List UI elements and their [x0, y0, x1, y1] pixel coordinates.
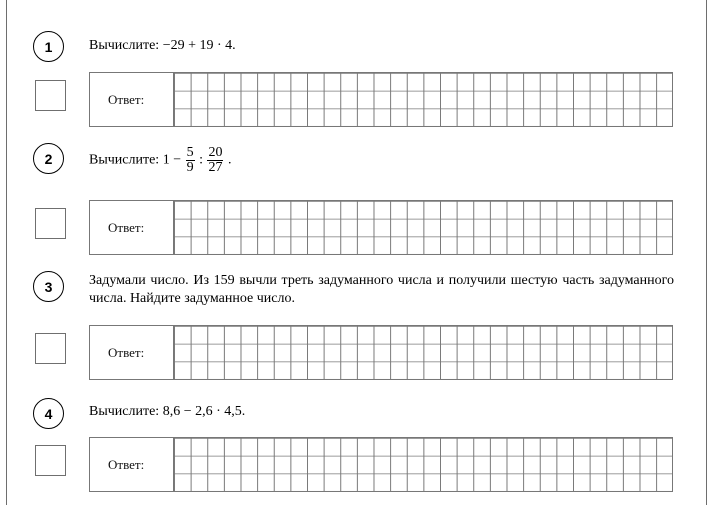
answer-label: Ответ: — [108, 345, 145, 360]
problem-3-text: Задумали число. Из 159 вычли треть задуманного числа и получили шестую часть задуманного числа. Найдите задуманное число. — [89, 273, 674, 306]
score-box-1[interactable] — [35, 80, 66, 111]
answer-label: Ответ: — [108, 220, 145, 235]
division-sign: : — [199, 152, 203, 168]
score-box-3[interactable] — [35, 333, 66, 364]
fraction-numerator: 5 — [186, 145, 194, 160]
answer-field-1[interactable] — [89, 72, 673, 127]
answer-grid[interactable] — [173, 438, 672, 491]
problem-1-text: Вычислите: −29 + 19 · 4. — [89, 38, 236, 53]
page-border-right — [706, 0, 707, 505]
fraction-5-9 — [186, 146, 195, 175]
task-number-1: 1 — [33, 31, 64, 62]
fraction-numerator: 20 — [208, 145, 223, 160]
fraction-denominator: 27 — [208, 160, 223, 175]
page-border-left — [6, 0, 7, 505]
fraction-20-27 — [207, 146, 223, 175]
problem-2-text — [89, 146, 231, 175]
task-number-2: 2 — [33, 143, 64, 174]
problem-2-suffix: . — [227, 152, 232, 168]
answer-field-2[interactable] — [89, 200, 673, 255]
task-number-3: 3 — [33, 271, 64, 302]
task-number-4: 4 — [33, 398, 64, 429]
score-box-2[interactable] — [35, 208, 66, 239]
answer-grid[interactable] — [173, 73, 672, 126]
answer-field-3[interactable] — [89, 325, 673, 380]
score-box-4[interactable] — [35, 445, 66, 476]
answer-field-4[interactable] — [89, 437, 673, 492]
answer-label: Ответ: — [108, 457, 145, 472]
answer-label: Ответ: — [108, 92, 145, 107]
answer-grid[interactable] — [173, 201, 672, 254]
problem-2-prefix: Вычислите: 1 − — [89, 152, 182, 168]
answer-grid[interactable] — [173, 326, 672, 379]
fraction-denominator: 9 — [186, 160, 194, 175]
problem-4-text: Вычислите: 8,6 − 2,6 · 4,5. — [89, 404, 246, 419]
